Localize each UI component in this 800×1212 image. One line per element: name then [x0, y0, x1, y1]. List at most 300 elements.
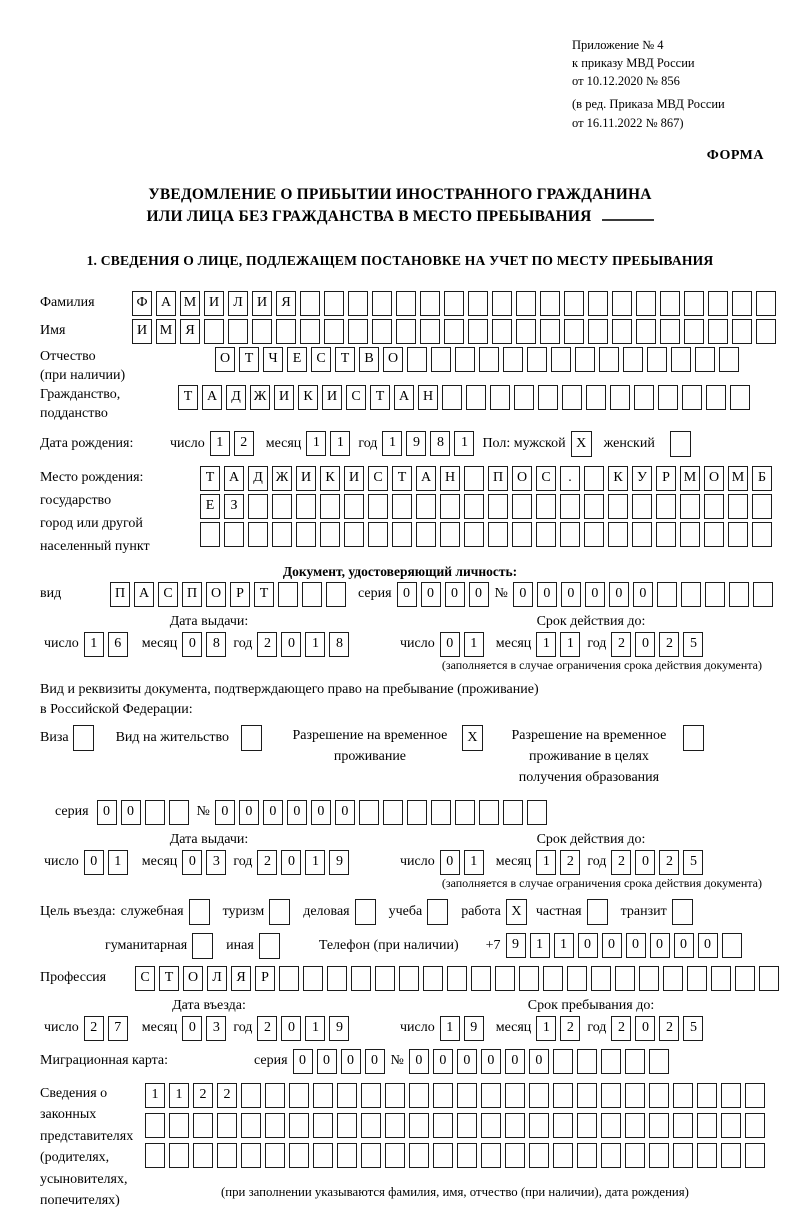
- form-cell[interactable]: Д: [248, 466, 268, 491]
- form-cell[interactable]: 0: [481, 1049, 501, 1074]
- form-cell[interactable]: [543, 966, 563, 991]
- form-cell[interactable]: [584, 494, 604, 519]
- form-cell[interactable]: [361, 1083, 381, 1108]
- form-cell[interactable]: [204, 319, 224, 344]
- form-cell[interactable]: [368, 494, 388, 519]
- form-cell[interactable]: [536, 522, 556, 547]
- form-cell[interactable]: [193, 1113, 213, 1138]
- form-cell[interactable]: [588, 291, 608, 316]
- form-cell[interactable]: [289, 1083, 309, 1108]
- form-cell[interactable]: [753, 582, 773, 607]
- form-cell[interactable]: [409, 1113, 429, 1138]
- form-cell[interactable]: [481, 1113, 501, 1138]
- form-cell[interactable]: 2: [611, 632, 631, 657]
- form-cell[interactable]: [745, 1113, 765, 1138]
- form-cell[interactable]: [348, 319, 368, 344]
- form-cell[interactable]: [516, 319, 536, 344]
- form-cell[interactable]: [584, 466, 604, 491]
- form-cell[interactable]: [615, 966, 635, 991]
- form-cell[interactable]: [756, 291, 776, 316]
- form-cell[interactable]: [368, 522, 388, 547]
- purpose-transit-checkbox[interactable]: [672, 899, 693, 925]
- form-cell[interactable]: 0: [311, 800, 331, 825]
- form-cell[interactable]: [562, 385, 582, 410]
- form-cell[interactable]: [455, 800, 475, 825]
- form-cell[interactable]: А: [156, 291, 176, 316]
- form-cell[interactable]: 1: [108, 850, 128, 875]
- form-cell[interactable]: 0: [561, 582, 581, 607]
- form-cell[interactable]: [704, 522, 724, 547]
- form-cell[interactable]: 0: [341, 1049, 361, 1074]
- form-cell[interactable]: 2: [560, 850, 580, 875]
- form-cell[interactable]: Я: [231, 966, 251, 991]
- form-cell[interactable]: [647, 347, 667, 372]
- form-cell[interactable]: 0: [433, 1049, 453, 1074]
- form-cell[interactable]: [752, 522, 772, 547]
- form-cell[interactable]: М: [180, 291, 200, 316]
- form-cell[interactable]: 2: [659, 1016, 679, 1041]
- form-cell[interactable]: [241, 1083, 261, 1108]
- form-cell[interactable]: 0: [469, 582, 489, 607]
- form-cell[interactable]: [440, 522, 460, 547]
- form-cell[interactable]: 6: [108, 632, 128, 657]
- form-cell[interactable]: [529, 1143, 549, 1168]
- form-cell[interactable]: [608, 494, 628, 519]
- sex-male-checkbox[interactable]: X: [571, 431, 592, 457]
- form-cell[interactable]: 0: [281, 850, 301, 875]
- form-cell[interactable]: [745, 1083, 765, 1108]
- form-cell[interactable]: [296, 494, 316, 519]
- form-cell[interactable]: 0: [609, 582, 629, 607]
- form-cell[interactable]: [601, 1049, 621, 1074]
- form-cell[interactable]: [337, 1143, 357, 1168]
- form-cell[interactable]: 9: [329, 850, 349, 875]
- form-cell[interactable]: [610, 385, 630, 410]
- form-cell[interactable]: 0: [674, 933, 694, 958]
- form-cell[interactable]: [313, 1143, 333, 1168]
- form-cell[interactable]: П: [110, 582, 130, 607]
- form-cell[interactable]: Е: [200, 494, 220, 519]
- form-cell[interactable]: [601, 1083, 621, 1108]
- form-cell[interactable]: 0: [635, 850, 655, 875]
- form-cell[interactable]: [599, 347, 619, 372]
- form-cell[interactable]: И: [274, 385, 294, 410]
- form-cell[interactable]: [505, 1083, 525, 1108]
- form-cell[interactable]: [697, 1143, 717, 1168]
- form-cell[interactable]: [324, 291, 344, 316]
- form-cell[interactable]: [420, 291, 440, 316]
- form-cell[interactable]: [385, 1143, 405, 1168]
- form-cell[interactable]: С: [346, 385, 366, 410]
- form-cell[interactable]: 1: [306, 431, 326, 456]
- form-cell[interactable]: [540, 319, 560, 344]
- form-cell[interactable]: [248, 494, 268, 519]
- form-cell[interactable]: 0: [84, 850, 104, 875]
- form-cell[interactable]: [431, 347, 451, 372]
- form-cell[interactable]: [577, 1083, 597, 1108]
- form-cell[interactable]: [649, 1083, 669, 1108]
- form-cell[interactable]: [444, 291, 464, 316]
- form-cell[interactable]: [697, 1083, 717, 1108]
- form-cell[interactable]: 5: [683, 632, 703, 657]
- form-cell[interactable]: [169, 1143, 189, 1168]
- form-cell[interactable]: 1: [536, 1016, 556, 1041]
- form-cell[interactable]: [735, 966, 755, 991]
- form-cell[interactable]: [657, 582, 677, 607]
- form-cell[interactable]: [492, 319, 512, 344]
- form-cell[interactable]: 2: [257, 632, 277, 657]
- form-cell[interactable]: [649, 1113, 669, 1138]
- form-cell[interactable]: И: [322, 385, 342, 410]
- form-cell[interactable]: [577, 1113, 597, 1138]
- form-cell[interactable]: [512, 494, 532, 519]
- form-cell[interactable]: [481, 1083, 501, 1108]
- form-cell[interactable]: [385, 1113, 405, 1138]
- form-cell[interactable]: [420, 319, 440, 344]
- form-cell[interactable]: 0: [281, 632, 301, 657]
- form-cell[interactable]: [680, 494, 700, 519]
- form-cell[interactable]: [466, 385, 486, 410]
- form-cell[interactable]: [514, 385, 534, 410]
- form-cell[interactable]: [636, 319, 656, 344]
- form-cell[interactable]: 2: [84, 1016, 104, 1041]
- purpose-tourism-checkbox[interactable]: [269, 899, 290, 925]
- form-cell[interactable]: [265, 1083, 285, 1108]
- form-cell[interactable]: [553, 1113, 573, 1138]
- form-cell[interactable]: 0: [281, 1016, 301, 1041]
- form-cell[interactable]: Т: [370, 385, 390, 410]
- form-cell[interactable]: Т: [178, 385, 198, 410]
- form-cell[interactable]: 5: [683, 1016, 703, 1041]
- form-cell[interactable]: [361, 1113, 381, 1138]
- form-cell[interactable]: 1: [440, 1016, 460, 1041]
- form-cell[interactable]: [673, 1113, 693, 1138]
- form-cell[interactable]: К: [320, 466, 340, 491]
- form-cell[interactable]: [529, 1083, 549, 1108]
- form-cell[interactable]: М: [680, 466, 700, 491]
- form-cell[interactable]: [361, 1143, 381, 1168]
- form-cell[interactable]: [224, 522, 244, 547]
- form-cell[interactable]: [721, 1083, 741, 1108]
- form-cell[interactable]: [492, 291, 512, 316]
- form-cell[interactable]: 2: [193, 1083, 213, 1108]
- form-cell[interactable]: [708, 291, 728, 316]
- form-cell[interactable]: 8: [206, 632, 226, 657]
- form-cell[interactable]: [375, 966, 395, 991]
- form-cell[interactable]: 1: [305, 1016, 325, 1041]
- form-cell[interactable]: [433, 1083, 453, 1108]
- form-cell[interactable]: Д: [226, 385, 246, 410]
- form-cell[interactable]: 0: [335, 800, 355, 825]
- form-cell[interactable]: М: [156, 319, 176, 344]
- form-cell[interactable]: [289, 1143, 309, 1168]
- form-cell[interactable]: [344, 522, 364, 547]
- form-cell[interactable]: Ф: [132, 291, 152, 316]
- form-cell[interactable]: [392, 494, 412, 519]
- form-cell[interactable]: Н: [418, 385, 438, 410]
- form-cell[interactable]: [433, 1143, 453, 1168]
- form-cell[interactable]: [444, 319, 464, 344]
- form-cell[interactable]: И: [132, 319, 152, 344]
- form-cell[interactable]: [447, 966, 467, 991]
- form-cell[interactable]: А: [416, 466, 436, 491]
- form-cell[interactable]: [512, 522, 532, 547]
- form-cell[interactable]: [169, 1113, 189, 1138]
- form-cell[interactable]: О: [206, 582, 226, 607]
- form-cell[interactable]: И: [344, 466, 364, 491]
- form-cell[interactable]: 0: [698, 933, 718, 958]
- form-cell[interactable]: Б: [752, 466, 772, 491]
- form-cell[interactable]: А: [134, 582, 154, 607]
- form-cell[interactable]: [682, 385, 702, 410]
- temp-residence-education-checkbox[interactable]: [683, 725, 704, 751]
- form-cell[interactable]: [272, 494, 292, 519]
- form-cell[interactable]: 0: [287, 800, 307, 825]
- form-cell[interactable]: 1: [464, 632, 484, 657]
- form-cell[interactable]: 5: [683, 850, 703, 875]
- form-cell[interactable]: [625, 1083, 645, 1108]
- form-cell[interactable]: [719, 347, 739, 372]
- form-cell[interactable]: [217, 1113, 237, 1138]
- form-cell[interactable]: 0: [457, 1049, 477, 1074]
- form-cell[interactable]: [536, 494, 556, 519]
- form-cell[interactable]: [296, 522, 316, 547]
- form-cell[interactable]: [193, 1143, 213, 1168]
- form-cell[interactable]: 7: [108, 1016, 128, 1041]
- purpose-study-checkbox[interactable]: [427, 899, 448, 925]
- form-cell[interactable]: [248, 522, 268, 547]
- form-cell[interactable]: 0: [445, 582, 465, 607]
- form-cell[interactable]: А: [202, 385, 222, 410]
- form-cell[interactable]: [612, 319, 632, 344]
- form-cell[interactable]: [564, 319, 584, 344]
- form-cell[interactable]: 1: [84, 632, 104, 657]
- form-cell[interactable]: [625, 1143, 645, 1168]
- form-cell[interactable]: [551, 347, 571, 372]
- form-cell[interactable]: О: [383, 347, 403, 372]
- form-cell[interactable]: [327, 966, 347, 991]
- form-cell[interactable]: [359, 800, 379, 825]
- form-cell[interactable]: 2: [257, 1016, 277, 1041]
- form-cell[interactable]: [385, 1083, 405, 1108]
- form-cell[interactable]: Р: [255, 966, 275, 991]
- form-cell[interactable]: [481, 1143, 501, 1168]
- form-cell[interactable]: [464, 466, 484, 491]
- form-cell[interactable]: И: [296, 466, 316, 491]
- form-cell[interactable]: [272, 522, 292, 547]
- form-cell[interactable]: [636, 291, 656, 316]
- form-cell[interactable]: [591, 966, 611, 991]
- form-cell[interactable]: [721, 1113, 741, 1138]
- form-cell[interactable]: [711, 966, 731, 991]
- form-cell[interactable]: .: [560, 466, 580, 491]
- form-cell[interactable]: [468, 319, 488, 344]
- form-cell[interactable]: Т: [335, 347, 355, 372]
- form-cell[interactable]: 2: [611, 1016, 631, 1041]
- form-cell[interactable]: [464, 494, 484, 519]
- form-cell[interactable]: [658, 385, 678, 410]
- form-cell[interactable]: [601, 1143, 621, 1168]
- form-cell[interactable]: 0: [182, 850, 202, 875]
- form-cell[interactable]: [625, 1113, 645, 1138]
- form-cell[interactable]: [302, 582, 322, 607]
- form-cell[interactable]: 0: [440, 632, 460, 657]
- form-cell[interactable]: [728, 494, 748, 519]
- form-cell[interactable]: 0: [537, 582, 557, 607]
- form-cell[interactable]: [313, 1083, 333, 1108]
- form-cell[interactable]: С: [135, 966, 155, 991]
- form-cell[interactable]: Е: [287, 347, 307, 372]
- form-cell[interactable]: [553, 1143, 573, 1168]
- form-cell[interactable]: С: [536, 466, 556, 491]
- form-cell[interactable]: Т: [200, 466, 220, 491]
- form-cell[interactable]: [684, 319, 704, 344]
- form-cell[interactable]: С: [368, 466, 388, 491]
- form-cell[interactable]: [464, 522, 484, 547]
- form-cell[interactable]: 0: [182, 632, 202, 657]
- form-cell[interactable]: 3: [206, 850, 226, 875]
- form-cell[interactable]: 2: [560, 1016, 580, 1041]
- form-cell[interactable]: [503, 800, 523, 825]
- form-cell[interactable]: [372, 319, 392, 344]
- form-cell[interactable]: [608, 522, 628, 547]
- form-cell[interactable]: [440, 494, 460, 519]
- form-cell[interactable]: А: [394, 385, 414, 410]
- form-cell[interactable]: [431, 800, 451, 825]
- form-cell[interactable]: [684, 291, 704, 316]
- form-cell[interactable]: [752, 494, 772, 519]
- form-cell[interactable]: М: [728, 466, 748, 491]
- form-cell[interactable]: [505, 1113, 525, 1138]
- form-cell[interactable]: 0: [585, 582, 605, 607]
- form-cell[interactable]: [553, 1049, 573, 1074]
- form-cell[interactable]: [228, 319, 248, 344]
- form-cell[interactable]: [745, 1143, 765, 1168]
- form-cell[interactable]: [560, 494, 580, 519]
- form-cell[interactable]: [396, 319, 416, 344]
- form-cell[interactable]: 0: [215, 800, 235, 825]
- form-cell[interactable]: 0: [97, 800, 117, 825]
- form-cell[interactable]: 9: [329, 1016, 349, 1041]
- form-cell[interactable]: [392, 522, 412, 547]
- form-cell[interactable]: 0: [635, 632, 655, 657]
- form-cell[interactable]: 0: [421, 582, 441, 607]
- form-cell[interactable]: [729, 582, 749, 607]
- form-cell[interactable]: [372, 291, 392, 316]
- form-cell[interactable]: [601, 1113, 621, 1138]
- form-cell[interactable]: [324, 319, 344, 344]
- form-cell[interactable]: 1: [454, 431, 474, 456]
- form-cell[interactable]: [490, 385, 510, 410]
- form-cell[interactable]: 0: [182, 1016, 202, 1041]
- form-cell[interactable]: [442, 385, 462, 410]
- form-cell[interactable]: Т: [392, 466, 412, 491]
- form-cell[interactable]: [706, 385, 726, 410]
- form-cell[interactable]: О: [512, 466, 532, 491]
- form-cell[interactable]: [575, 347, 595, 372]
- form-cell[interactable]: [656, 522, 676, 547]
- form-cell[interactable]: [488, 522, 508, 547]
- form-cell[interactable]: [756, 319, 776, 344]
- form-cell[interactable]: [656, 494, 676, 519]
- form-cell[interactable]: 0: [121, 800, 141, 825]
- form-cell[interactable]: 1: [536, 632, 556, 657]
- form-cell[interactable]: [687, 966, 707, 991]
- form-cell[interactable]: Т: [254, 582, 274, 607]
- form-cell[interactable]: Р: [230, 582, 250, 607]
- purpose-commercial-checkbox[interactable]: [355, 899, 376, 925]
- form-cell[interactable]: [303, 966, 323, 991]
- form-cell[interactable]: Л: [207, 966, 227, 991]
- form-cell[interactable]: 1: [305, 850, 325, 875]
- form-cell[interactable]: [634, 385, 654, 410]
- form-cell[interactable]: И: [252, 291, 272, 316]
- form-cell[interactable]: [705, 582, 725, 607]
- form-cell[interactable]: 9: [464, 1016, 484, 1041]
- form-cell[interactable]: П: [488, 466, 508, 491]
- form-cell[interactable]: 0: [626, 933, 646, 958]
- form-cell[interactable]: [313, 1113, 333, 1138]
- form-cell[interactable]: [455, 347, 475, 372]
- form-cell[interactable]: 8: [430, 431, 450, 456]
- form-cell[interactable]: [300, 319, 320, 344]
- form-cell[interactable]: 1: [536, 850, 556, 875]
- form-cell[interactable]: [383, 800, 403, 825]
- form-cell[interactable]: [289, 1113, 309, 1138]
- form-cell[interactable]: С: [311, 347, 331, 372]
- form-cell[interactable]: [276, 319, 296, 344]
- form-cell[interactable]: [680, 522, 700, 547]
- form-cell[interactable]: [732, 291, 752, 316]
- form-cell[interactable]: [399, 966, 419, 991]
- form-cell[interactable]: Я: [180, 319, 200, 344]
- form-cell[interactable]: 2: [234, 431, 254, 456]
- form-cell[interactable]: 3: [206, 1016, 226, 1041]
- form-cell[interactable]: 0: [529, 1049, 549, 1074]
- form-cell[interactable]: 2: [217, 1083, 237, 1108]
- form-cell[interactable]: 1: [382, 431, 402, 456]
- form-cell[interactable]: 0: [650, 933, 670, 958]
- form-cell[interactable]: [479, 347, 499, 372]
- form-cell[interactable]: [564, 291, 584, 316]
- form-cell[interactable]: [577, 1143, 597, 1168]
- form-cell[interactable]: 1: [305, 632, 325, 657]
- form-cell[interactable]: [577, 1049, 597, 1074]
- form-cell[interactable]: [265, 1113, 285, 1138]
- form-cell[interactable]: 0: [365, 1049, 385, 1074]
- form-cell[interactable]: Я: [276, 291, 296, 316]
- form-cell[interactable]: [409, 1143, 429, 1168]
- form-cell[interactable]: А: [224, 466, 244, 491]
- form-cell[interactable]: 1: [530, 933, 550, 958]
- form-cell[interactable]: [503, 347, 523, 372]
- form-cell[interactable]: [759, 966, 779, 991]
- form-cell[interactable]: 2: [659, 632, 679, 657]
- form-cell[interactable]: 1: [169, 1083, 189, 1108]
- form-cell[interactable]: [407, 347, 427, 372]
- form-cell[interactable]: О: [183, 966, 203, 991]
- form-cell[interactable]: [241, 1113, 261, 1138]
- form-cell[interactable]: И: [204, 291, 224, 316]
- form-cell[interactable]: 0: [578, 933, 598, 958]
- form-cell[interactable]: О: [704, 466, 724, 491]
- form-cell[interactable]: [320, 522, 340, 547]
- form-cell[interactable]: Ж: [272, 466, 292, 491]
- form-cell[interactable]: [279, 966, 299, 991]
- purpose-humanitarian-checkbox[interactable]: [192, 933, 213, 959]
- form-cell[interactable]: 1: [145, 1083, 165, 1108]
- form-cell[interactable]: [471, 966, 491, 991]
